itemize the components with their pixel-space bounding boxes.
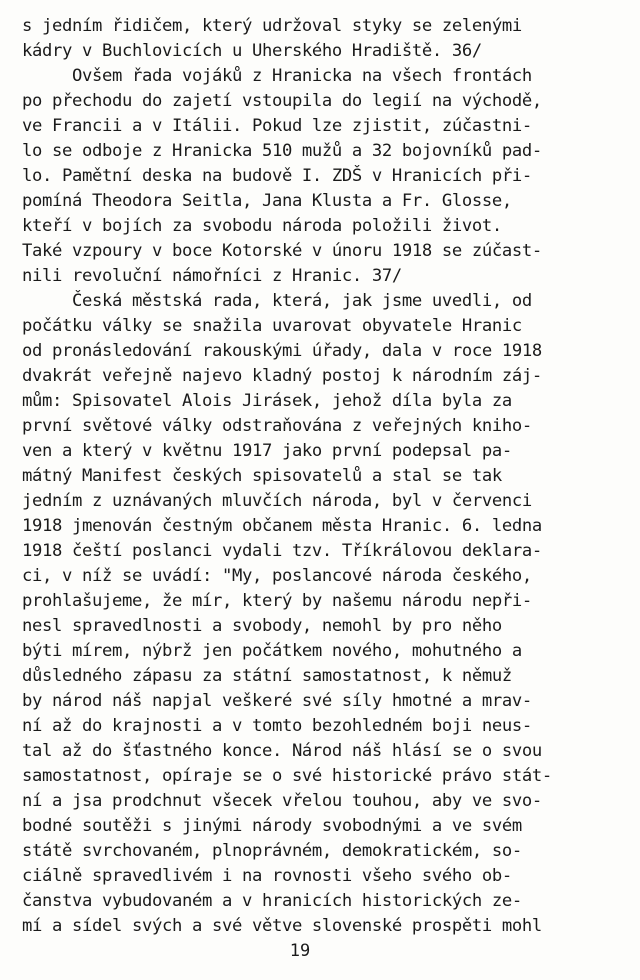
text-line: 1918 čeští poslanci vydali tzv. Tříkrálovou deklara- [22,541,542,561]
text-line: lo. Pamětní deska na budově I. ZDŠ v Hranicích při- [22,166,532,186]
text-line: po přechodu do zajetí vstoupila do legií na východě, [22,91,542,111]
text-line: 1918 jmenován čestným občanem města Hranic. 6. ledna [22,516,542,536]
text-line: dvakrát veřejně najevo kladný postoj k národním záj- [22,366,542,386]
text-line: ciálně spravedlivém i na rovnosti všeho svého ob- [22,866,512,886]
body-text [22,14,622,939]
text-line: první světové války odstraňována z veřejných kniho- [22,416,532,436]
text-line: státě svrchovaném, plnoprávném, demokratickém, so- [22,841,522,861]
text-line: důsledného zápasu za státní samostatnost, k němuž [22,666,512,686]
text-line: čanstva vybudovaném a v hranicích historických ze- [22,891,522,911]
text-line: jedním z uznávaných mluvčích národa, byl v červenci [22,491,532,511]
text-line: s jedním řidičem, který udržoval styky se zelenými [22,16,522,36]
text-line: ve Francii a v Itálii. Pokud lze zjistit, zúčastni- [22,116,532,136]
text-line: tal až do šťastného konce. Národ náš hlásí se o svou [22,741,542,761]
text-line: mátný Manifest českých spisovatelů a stal se tak [22,466,502,486]
text-line: by národ náš napjal veškeré své síly hmotné a mrav- [22,691,532,711]
text-line: Česká městská rada, která, jak jsme uvedli, od [22,291,532,311]
text-line: mům: Spisovatel Alois Jirásek, jehož díla byla za [22,391,512,411]
text-line: ven a který v květnu 1917 jako první podepsal pa- [22,441,512,461]
text-line: kádry v Buchlovicích u Uherského Hradiště. 36/ [22,41,482,61]
text-line: Ovšem řada vojáků z Hranicka na všech frontách [22,66,532,86]
text-line: býti mírem, nýbrž jen počátkem nového, mohutného a [22,641,522,661]
text-line: bodné soutěži s jinými národy svobodnými a ve svém [22,816,522,836]
text-line: od pronásledování rakouskými úřady, dala v roce 1918 [22,341,542,361]
text-line: Také vzpoury v boce Kotorské v únoru 1918 se zúčast- [22,241,542,261]
page-number: 19 [289,941,311,961]
text-line: ní a jsa prodchnut všecek vřelou touhou, aby ve svo- [22,791,542,811]
text-line: mí a sídel svých a své větve slovenské prospěti mohl [22,916,542,936]
text-line: prohlašujeme, že mír, který by našemu národu nepři- [22,591,532,611]
text-line: nesl spravedlnosti a svobody, nemohl by pro něho [22,616,502,636]
text-line: počátku války se snažila uvarovat obyvatele Hranic [22,316,522,336]
text-line: ní až do krajnosti a v tomto bezohledném boji neus- [22,716,532,736]
text-line: lo se odboje z Hranicka 510 mužů a 32 bojovníků pad- [22,141,542,161]
text-line: samostatnost, opíraje se o své historické právo stát- [22,766,552,786]
text-line: nili revoluční námořníci z Hranic. 37/ [22,266,402,286]
text-line: kteří v bojích za svobodu národa položili život. [22,216,502,236]
text-line: pomíná Theodora Seitla, Jana Klusta a Fr. Glosse, [22,191,512,211]
text-line: ci, v níž se uvádí: "My, poslancové národa českého, [22,566,532,586]
